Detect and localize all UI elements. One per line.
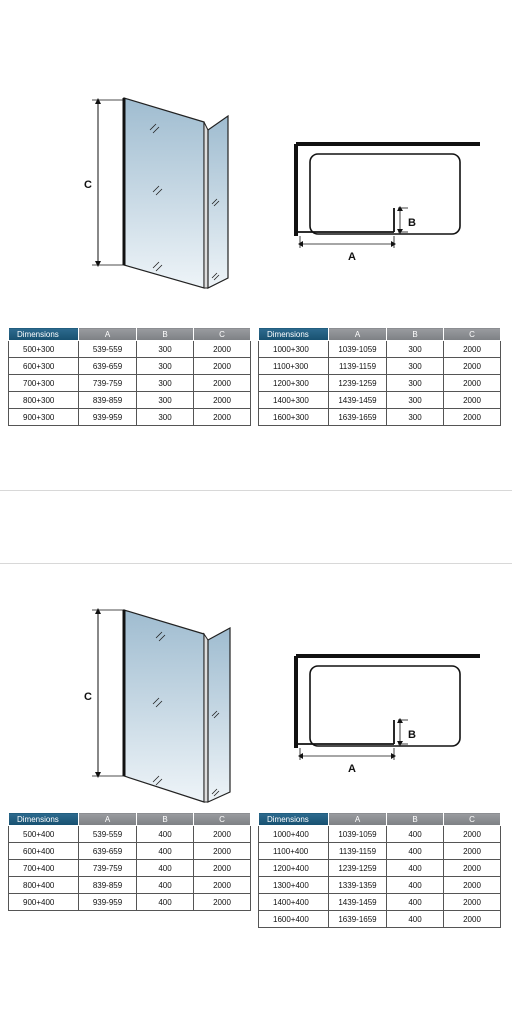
table-row [9,341,251,358]
depth-label: B [408,729,416,741]
depth-label: B [408,217,416,229]
table-cell: 1600+400 [259,911,329,928]
table-cell: 1139-1159 [329,358,387,375]
table-cell: 1039-1059 [329,826,387,843]
column-header: A [79,813,137,826]
column-header: Dimensions [259,328,329,341]
table-cell: 2000 [444,409,501,426]
table-row [259,860,501,877]
table-cell: 700+400 [9,860,79,877]
table-row [259,894,501,911]
table-cell: 300 [387,409,444,426]
column-header: C [444,813,501,826]
table-cell: 300 [137,392,194,409]
table-cell: 2000 [444,860,501,877]
table-cell: 1000+300 [259,341,329,358]
height-label: C [84,691,92,703]
column-header: C [444,328,501,341]
table-cell: 300 [387,375,444,392]
table-cell: 600+400 [9,843,79,860]
table-cell: 1100+400 [259,843,329,860]
table-cell: 900+300 [9,409,79,426]
table-cell: 2000 [444,375,501,392]
column-header: A [79,328,137,341]
table-row [9,860,251,877]
table-cell: 400 [387,826,444,843]
table-cell: 2000 [194,358,251,375]
column-header: Dimensions [259,813,329,826]
table-cell: 900+400 [9,894,79,911]
column-header: B [137,813,194,826]
width-label: A [348,763,356,775]
table-cell: 400 [137,860,194,877]
table-cell: 539-559 [79,341,137,358]
table-row [259,409,501,426]
table-cell: 839-859 [79,877,137,894]
table-cell: 1000+400 [259,826,329,843]
table-cell: 1639-1659 [329,911,387,928]
table-row [259,341,501,358]
table-cell: 1239-1259 [329,375,387,392]
table-cell: 500+400 [9,826,79,843]
table-cell: 2000 [444,843,501,860]
section-divider [0,490,512,564]
column-header: Dimensions [9,328,79,341]
plan-drawing [290,136,490,266]
table-row [259,911,501,928]
table-cell: 400 [387,877,444,894]
table-cell: 1200+300 [259,375,329,392]
table-cell: 400 [387,843,444,860]
table-row [259,826,501,843]
table-cell: 1139-1159 [329,843,387,860]
column-header: A [329,813,387,826]
table-cell: 2000 [444,358,501,375]
table-cell: 2000 [444,826,501,843]
table-cell: 2000 [444,877,501,894]
table-row [9,375,251,392]
table-cell: 500+300 [9,341,79,358]
table-cell: 539-559 [79,826,137,843]
table-cell: 300 [137,341,194,358]
table-cell: 1439-1459 [329,894,387,911]
table-row [9,358,251,375]
table-cell: 400 [387,894,444,911]
table-cell: 1239-1259 [329,860,387,877]
table-row [9,826,251,843]
table-cell: 800+400 [9,877,79,894]
column-header: C [194,328,251,341]
table-row [259,375,501,392]
table-cell: 839-859 [79,392,137,409]
section-300 [0,0,512,490]
table-row [9,392,251,409]
table-cell: 2000 [194,877,251,894]
table-cell: 1339-1359 [329,877,387,894]
section-400 [0,564,512,1024]
column-header: C [194,813,251,826]
table-cell: 2000 [444,894,501,911]
table-cell: 300 [387,341,444,358]
table-cell: 2000 [194,843,251,860]
table-cell: 2000 [194,409,251,426]
table-cell: 2000 [194,392,251,409]
table-cell: 400 [137,843,194,860]
table-cell: 739-759 [79,860,137,877]
perspective-drawing [80,604,240,804]
dimensions-table-left [8,327,251,426]
table-cell: 2000 [194,341,251,358]
column-header: B [137,328,194,341]
table-cell: 2000 [194,826,251,843]
table-cell: 1200+400 [259,860,329,877]
table-row [9,409,251,426]
table-row [9,877,251,894]
table-row [9,894,251,911]
table-cell: 1300+400 [259,877,329,894]
table-cell: 739-759 [79,375,137,392]
plan-drawing [290,648,490,778]
table-cell: 600+300 [9,358,79,375]
table-cell: 1439-1459 [329,392,387,409]
table-cell: 939-959 [79,409,137,426]
height-label: C [84,179,92,191]
table-cell: 400 [137,894,194,911]
table-cell: 639-659 [79,843,137,860]
column-header: B [387,328,444,341]
table-cell: 2000 [194,375,251,392]
table-row [259,877,501,894]
table-cell: 1400+300 [259,392,329,409]
table-cell: 939-959 [79,894,137,911]
table-cell: 300 [137,358,194,375]
table-cell: 2000 [444,341,501,358]
table-cell: 300 [387,392,444,409]
width-label: A [348,251,356,263]
table-cell: 800+300 [9,392,79,409]
table-cell: 1100+300 [259,358,329,375]
dimensions-table-left [8,812,251,911]
table-cell: 2000 [194,894,251,911]
column-header: B [387,813,444,826]
table-cell: 300 [387,358,444,375]
column-header: A [329,328,387,341]
table-cell: 700+300 [9,375,79,392]
perspective-drawing [80,90,240,290]
table-cell: 400 [137,877,194,894]
table-cell: 400 [387,911,444,928]
table-cell: 2000 [194,860,251,877]
table-row [9,843,251,860]
table-cell: 1039-1059 [329,341,387,358]
table-cell: 1639-1659 [329,409,387,426]
table-cell: 300 [137,409,194,426]
table-cell: 2000 [444,911,501,928]
table-row [259,843,501,860]
column-header: Dimensions [9,813,79,826]
table-cell: 1400+400 [259,894,329,911]
table-cell: 300 [137,375,194,392]
table-cell: 1600+300 [259,409,329,426]
table-cell: 2000 [444,392,501,409]
table-cell: 400 [137,826,194,843]
table-row [259,358,501,375]
table-cell: 639-659 [79,358,137,375]
dimensions-table-right [258,812,501,928]
table-row [259,392,501,409]
dimensions-table-right [258,327,501,426]
table-cell: 400 [387,860,444,877]
